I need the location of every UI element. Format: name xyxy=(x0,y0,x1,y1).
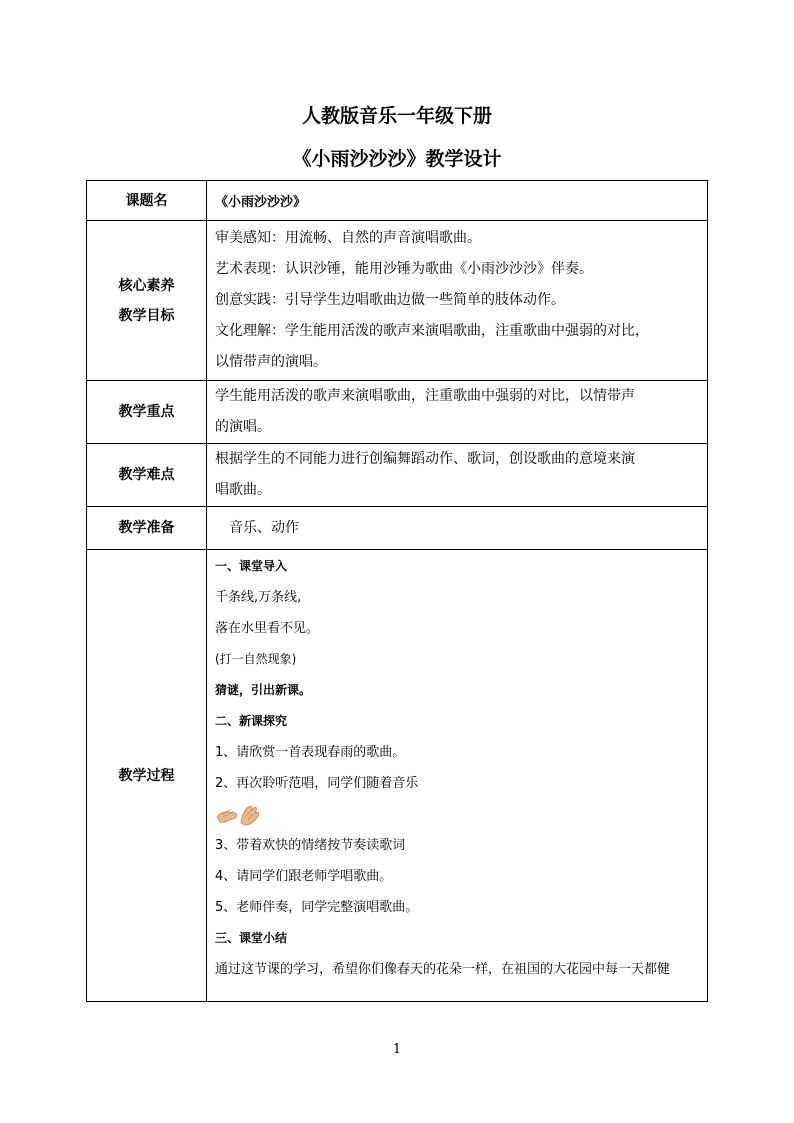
preparation-value: 音乐、动作 xyxy=(229,519,299,536)
goals-label-line2: 教学目标 xyxy=(118,307,175,324)
table-row-preparation xyxy=(87,507,708,550)
summary-text: 通过这节课的学习，希望你们像春天的花朵一样，在祖国的大花园中每一天都健 xyxy=(215,962,671,977)
key-points-label: 教学重点 xyxy=(87,381,207,444)
goals-content xyxy=(207,221,708,381)
riddle-line1: 千条线,万条线, xyxy=(215,590,302,605)
key-points-line1: 学生能用活泼的歌声来演唱歌曲，注重歌曲中强弱的对比，以情带声 xyxy=(215,388,635,404)
table-row-key-points xyxy=(87,381,708,444)
preparation-label: 教学准备 xyxy=(87,507,207,550)
table-row-difficulties xyxy=(87,444,708,507)
process-label: 教学过程 xyxy=(87,550,207,1002)
section-summary-title: 三、课堂小结 xyxy=(215,931,288,945)
table-row-process xyxy=(87,550,708,1002)
table-row-topic xyxy=(87,181,708,221)
difficulties-label: 教学难点 xyxy=(87,444,207,507)
document-title: 人教版音乐一年级下册 xyxy=(301,105,492,127)
difficulties-line2: 唱歌曲。 xyxy=(215,482,271,498)
goal-culture-cont: 以情带声的演唱。 xyxy=(215,354,327,370)
key-points-line2: 的演唱。 xyxy=(215,419,271,435)
riddle-hint: (打一自然现象) xyxy=(215,652,297,666)
lesson-title: 《小雨沙沙沙》教学设计 xyxy=(292,148,502,170)
riddle-note: 猜谜，引出新课。 xyxy=(215,683,312,697)
step-5: 5、老师伴奏，同学完整演唱歌曲。 xyxy=(215,900,419,915)
goals-label-line1: 核心素养 xyxy=(118,277,175,294)
process-content xyxy=(207,550,708,1002)
section-intro-title: 一、课堂导入 xyxy=(215,559,288,573)
difficulties-line1: 根据学生的不同能力进行创编舞蹈动作、歌词，创设歌曲的意境来演 xyxy=(215,451,635,467)
clapping-hands-image xyxy=(215,799,701,830)
step-2: 2、再次聆听范唱，同学们随着音乐 xyxy=(215,776,419,791)
topic-value: 《小雨沙沙沙》 xyxy=(215,195,307,210)
clapping-hands-icon xyxy=(215,803,261,827)
step-1: 1、请欣赏一首表现春雨的歌曲。 xyxy=(215,745,406,760)
goal-aesthetic: 审美感知：用流畅、自然的声音演唱歌曲。 xyxy=(215,230,481,246)
step-4: 4、请同学们跟老师学唱歌曲。 xyxy=(215,869,393,884)
page-number: 1 xyxy=(392,1042,402,1057)
goal-culture: 文化理解：学生能用活泼的歌声来演唱歌曲，注重歌曲中强弱的对比， xyxy=(215,323,649,339)
goal-creative: 创意实践：引导学生边唱歌曲边做一些简单的肢体动作。 xyxy=(215,292,565,308)
goal-expression: 艺术表现：认识沙锤，能用沙锤为歌曲《小雨沙沙沙》伴奏。 xyxy=(215,261,593,277)
topic-label: 课题名 xyxy=(87,181,207,221)
riddle-line2: 落在水里看不见。 xyxy=(215,621,320,636)
table-row-goals xyxy=(87,221,708,381)
step-3: 3、带着欢快的情绪按节奏读歌词 xyxy=(215,838,406,853)
section-explore-title: 二、新课探究 xyxy=(215,714,288,728)
lesson-plan-table xyxy=(86,180,708,1002)
